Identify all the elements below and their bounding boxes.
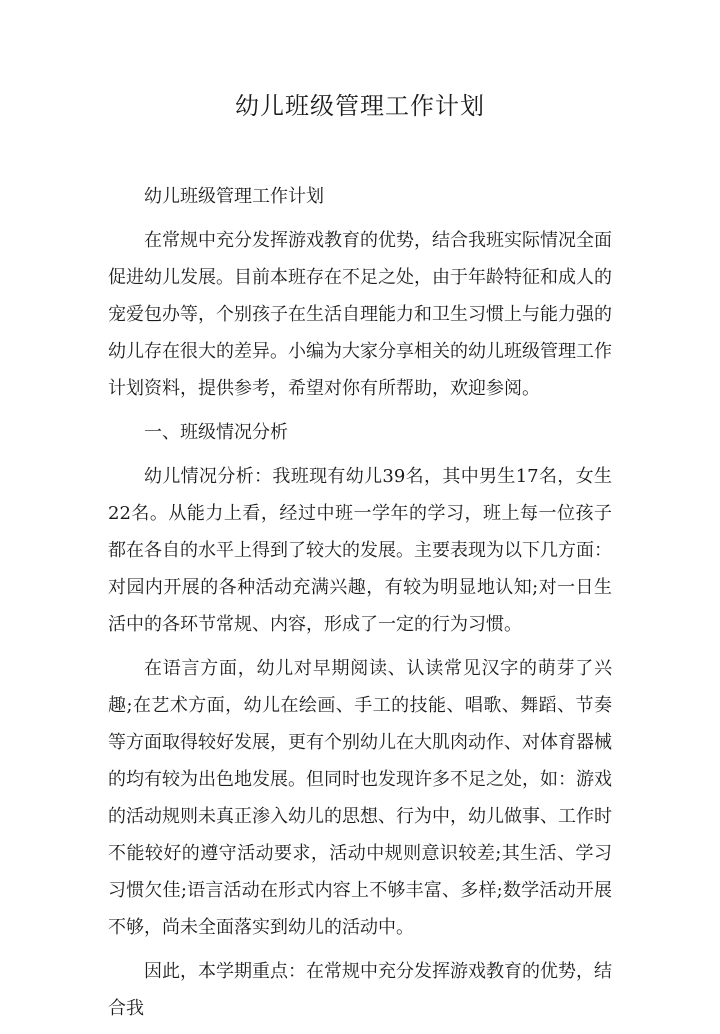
document-title: 幼儿班级管理工作计划	[235, 92, 485, 120]
paragraph-intro: 在常规中充分发挥游戏教育的优势，结合我班实际情况全面促进幼儿发展。目前本班存在不足之处，由于年龄特征和成人的宠爱包办等，个别孩子在生活自理能力和卫生习惯上与能力强的幼儿存在很大的差异。小编为大家分享相关的幼儿班级管理工作计划资料，提供参考，希望对你有所帮助，欢迎参阅。	[108, 230, 612, 399]
paragraph-semester-focus: 因此，本学期重点：在常规中充分发挥游戏教育的优势，结合我	[108, 961, 612, 1019]
section-heading-class-analysis: 一、班级情况分析	[144, 422, 288, 443]
document-body	[108, 178, 612, 1034]
paragraph-language-arts: 在语言方面，幼儿对早期阅读、认读常见汉字的萌芽了兴趣;在艺术方面，幼儿在绘画、手工的技能、唱歌、舞蹈、节奏等方面取得较好发展，更有个别幼儿在大肌肉动作、对体育器械的均有较为出色地发展。但同时也发现许多不足之处，如：游戏的活动规则未真正渗入幼儿的思想、行为中，幼儿做事、工作时不能较好的遵守活动要求，活动中规则意识较差;其生活、学习习惯欠佳;语言活动在形式内容上不够丰富、多样;数学活动开展不够，尚未全面落实到幼儿的活动中。	[108, 658, 612, 938]
paragraph-subtitle: 幼儿班级管理工作计划	[144, 186, 324, 207]
paragraph-children-analysis: 幼儿情况分析：我班现有幼儿39名，其中男生17名，女生22名。从能力上看，经过中班一学年的学习，班上每一位孩子都在各自的水平上得到了较大的发展。主要表现为以下几方面：对园内开展的各种活动充满兴趣，有较为明显地认知;对一日生活中的各环节常规、内容，形成了一定的行为习惯。	[108, 466, 612, 635]
